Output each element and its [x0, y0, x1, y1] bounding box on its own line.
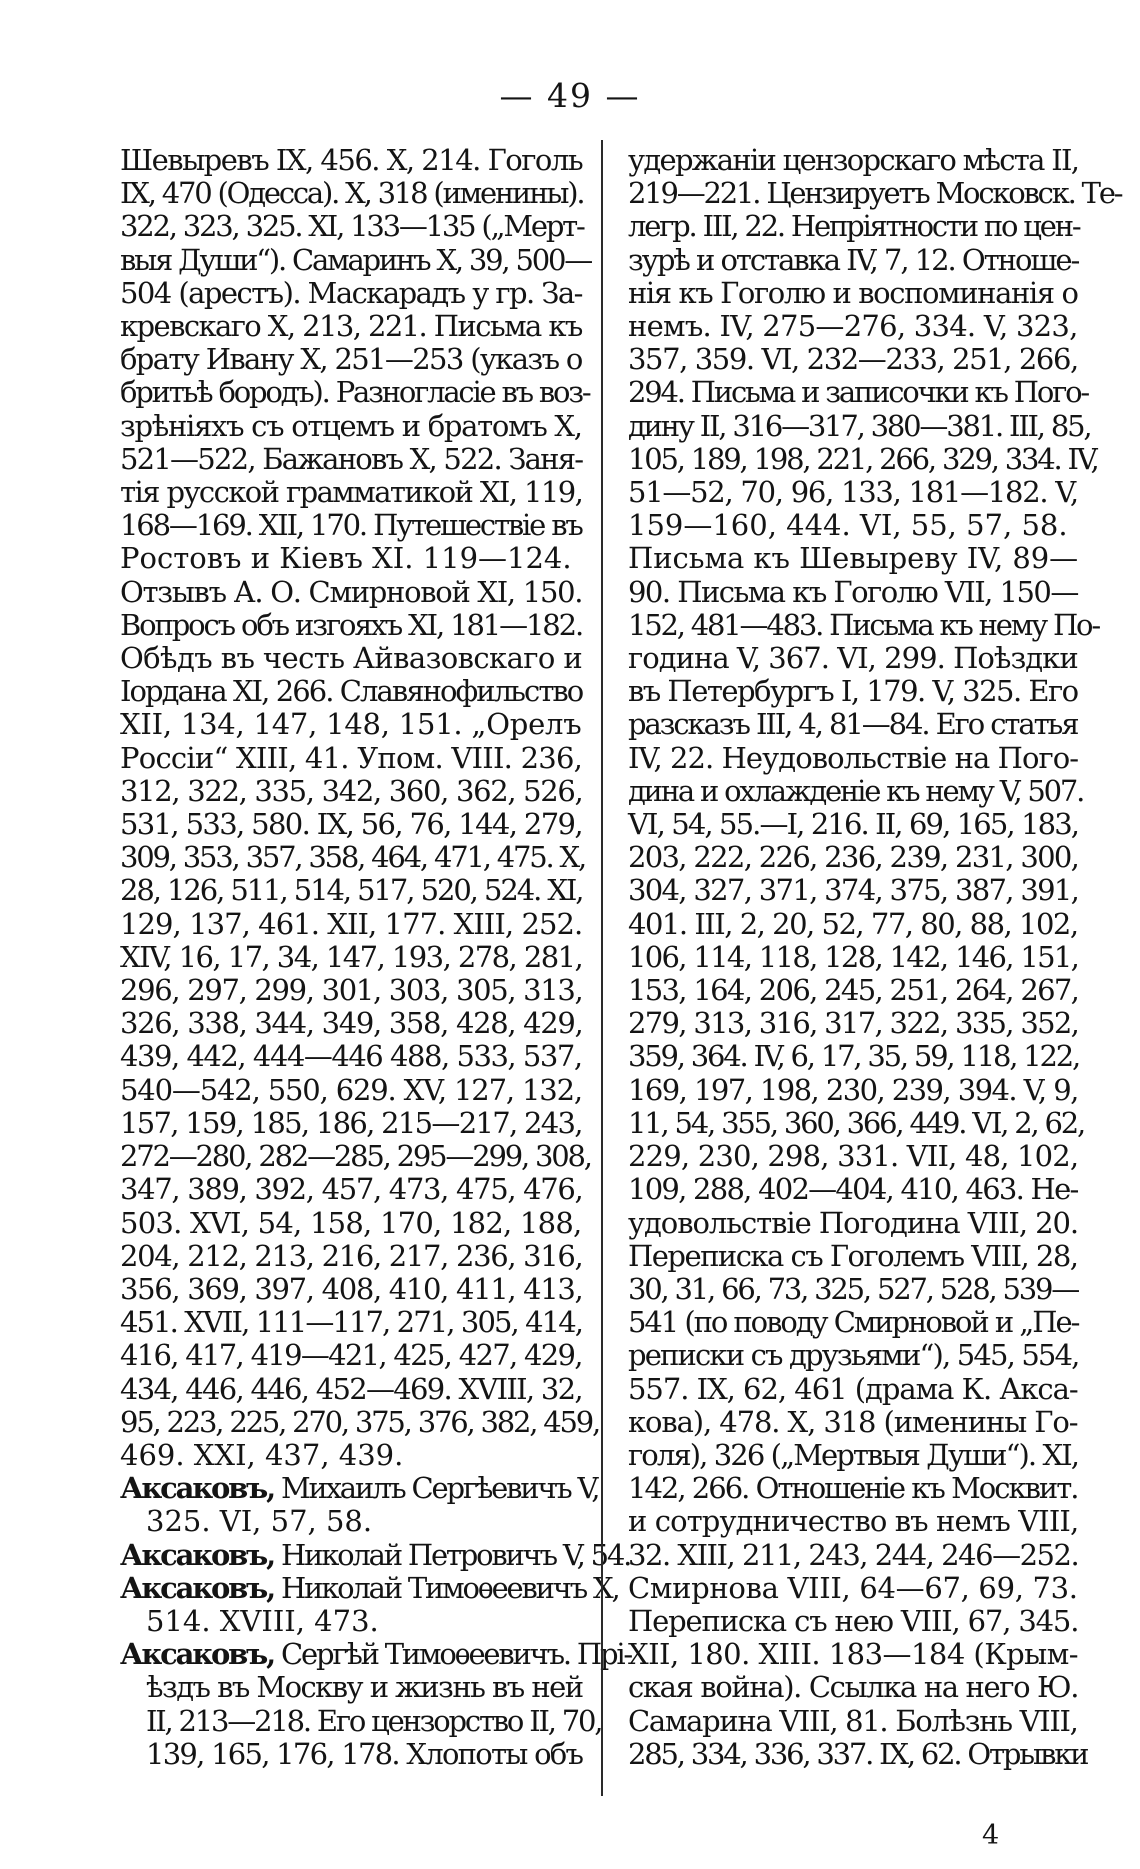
index-line: IX, 470 (Одесса). X, 318 (именины).: [120, 176, 584, 211]
index-line: 469. XXI, 437, 439.: [120, 1437, 404, 1472]
index-line: 540—542, 550, 629. XV, 127, 132,: [120, 1072, 582, 1107]
index-line: 434, 446, 446, 452—469. XVIII, 32,: [120, 1371, 582, 1406]
index-line: удовольствіе Погодина VIII, 20.: [628, 1205, 1079, 1240]
index-line: 142, 266. Отношеніе къ Москвит.: [628, 1471, 1078, 1506]
index-line: 139, 165, 176, 178. Хлопоты объ: [146, 1736, 583, 1771]
headword: Аксаковъ,: [120, 1471, 274, 1506]
index-line: 157, 159, 185, 186, 215—217, 243,: [120, 1105, 582, 1140]
index-line: 325. VI, 57, 58.: [146, 1504, 373, 1539]
index-line: 451. XVII, 111—117, 271, 305, 414,: [120, 1305, 583, 1340]
index-line: 229, 230, 298, 331. VII, 48, 102,: [628, 1139, 1079, 1174]
headword: Аксаковъ,: [120, 1570, 274, 1605]
index-line: 401. III, 2, 20, 52, 77, 80, 88, 102,: [628, 906, 1078, 941]
index-line: 152, 481—483. Письма къ нему По-: [628, 607, 1099, 642]
index-line: бритьѣ бородъ). Разногласіе въ воз-: [120, 375, 590, 410]
index-line: дину II, 316—317, 380—381. III, 85,: [628, 408, 1091, 443]
index-line: Аксаковъ, Николай Петровичъ V, 54.: [120, 1537, 631, 1572]
index-line: реписки съ друзьями“), 545, 554,: [628, 1338, 1079, 1373]
index-line: 312, 322, 335, 342, 360, 362, 526,: [120, 773, 583, 808]
headword: Аксаковъ,: [120, 1537, 274, 1572]
index-line: Аксаковъ, Михаилъ Сергѣевичъ V,: [120, 1471, 599, 1506]
index-line: година V, 367. VI, 299. Поѣздки: [628, 641, 1078, 676]
index-line: и сотрудничество въ немъ VIII,: [628, 1504, 1079, 1539]
index-line: Письма къ Шевыреву IV, 89—: [628, 541, 1079, 576]
index-line: XII, 180. XIII. 183—184 (Крым-: [628, 1637, 1079, 1672]
index-line: разсказъ III, 4, 81—84. Его статья: [628, 707, 1078, 742]
index-line: 105, 189, 198, 221, 266, 329, 334. IV,: [628, 441, 1098, 476]
index-line: 272—280, 282—285, 295—299, 308,: [120, 1139, 591, 1174]
signature-mark: 4: [982, 1820, 1000, 1851]
index-line: 322, 323, 325. XI, 133—135 („Мерт-: [120, 209, 584, 244]
index-line: 439, 442, 444—446 488, 533, 537,: [120, 1039, 582, 1074]
right-column: [628, 143, 1122, 1771]
index-line: 326, 338, 344, 349, 358, 428, 429,: [120, 1006, 583, 1041]
index-line: Переписка съ нею VIII, 67, 345.: [628, 1603, 1079, 1638]
index-line: 503. XVI, 54, 158, 170, 182, 188,: [120, 1205, 582, 1240]
index-line: голя), 326 („Мертвыя Души“). XI,: [628, 1437, 1079, 1472]
index-line: 109, 288, 402—404, 410, 463. Не-: [628, 1172, 1078, 1207]
index-line: Обѣдъ въ честь Айвазовскаго и: [120, 641, 583, 676]
index-line: кова), 478. X, 318 (именины Го-: [628, 1404, 1078, 1439]
index-line: дина и охлажденіе къ нему V, 507.: [628, 773, 1084, 808]
index-line: Переписка съ Гоголемъ VIII, 28,: [628, 1238, 1078, 1273]
index-line: 347, 389, 392, 457, 473, 475, 476,: [120, 1172, 583, 1207]
page-number: — 49 —: [499, 76, 641, 115]
index-line: XII, 134, 147, 148, 151. „Орелъ: [120, 707, 582, 742]
index-line: удержаніи цензорскаго мѣста II,: [628, 143, 1079, 177]
index-line: тія русской грамматикой XI, 119,: [120, 475, 583, 510]
index-line: IV, 22. Неудовольствіе на Пого-: [628, 740, 1079, 775]
index-line: 514. XVIII, 473.: [146, 1603, 379, 1638]
index-line: 203, 222, 226, 236, 239, 231, 300,: [628, 840, 1079, 875]
index-line: 416, 417, 419—421, 425, 427, 429,: [120, 1338, 582, 1373]
index-line: 168—169. XII, 170. Путешествіе въ: [120, 508, 582, 543]
index-line: 541 (по поводу Смирновой и „Пе-: [628, 1305, 1079, 1340]
index-line: 557. IX, 62, 461 (драма К. Акса-: [628, 1371, 1078, 1406]
index-line: Смирнова VIII, 64—67, 69, 73.: [628, 1570, 1078, 1605]
index-line: Вопросъ объ изгояхъ XI, 181—182.: [120, 607, 583, 642]
index-line: 359, 364. IV, 6, 17, 35, 59, 118, 122,: [628, 1039, 1080, 1074]
index-line: Аксаковъ, Николай Тимоѳеевичъ X,: [120, 1570, 619, 1605]
index-line: 153, 164, 206, 245, 251, 264, 267,: [628, 973, 1079, 1008]
index-line: Россіи“ XIII, 41. Упом. VIII. 236,: [120, 740, 583, 775]
index-line: въ Петербургъ I, 179. V, 325. Его: [628, 674, 1078, 709]
index-line: Іордана XI, 266. Славянофильство: [120, 674, 583, 709]
index-line: 357, 359. VI, 232—233, 251, 266,: [628, 342, 1078, 377]
index-line: нія къ Гоголю и воспоминанія о: [628, 275, 1078, 310]
index-line: 304, 327, 371, 374, 375, 387, 391,: [628, 873, 1079, 908]
index-line: Самарина VIII, 81. Болѣзнь VIII,: [628, 1703, 1078, 1738]
index-line: 32. XIII, 211, 243, 244, 246—252.: [628, 1537, 1079, 1572]
index-line: 204, 212, 213, 216, 217, 236, 316,: [120, 1238, 583, 1273]
index-line: Аксаковъ, Сергѣй Тимоѳеевичъ. Прі-: [120, 1637, 632, 1672]
index-line: брату Ивану X, 251—253 (указъ о: [120, 342, 582, 377]
index-line: 285, 334, 336, 337. IX, 62. Отрывки: [628, 1736, 1088, 1771]
index-line: немъ. IV, 275—276, 334. V, 323,: [628, 309, 1078, 344]
index-line: Шевыревъ IX, 456. X, 214. Гоголь: [120, 143, 583, 177]
index-line: VI, 54, 55.—I, 216. II, 69, 165, 183,: [628, 807, 1079, 842]
index-line: 159—160, 444. VI, 55, 57, 58.: [628, 508, 1068, 543]
index-line: 279, 313, 316, 317, 322, 335, 352,: [628, 1006, 1079, 1041]
column-divider: [601, 140, 603, 1796]
left-column: [120, 143, 632, 1771]
index-line: 294. Письма и записочки къ Пого-: [628, 375, 1088, 410]
index-line: ѣздъ въ Москву и жизнь въ ней: [146, 1670, 583, 1705]
index-line: 129, 137, 461. XII, 177. XIII, 252.: [120, 906, 583, 941]
index-line: 296, 297, 299, 301, 303, 305, 313,: [120, 973, 583, 1008]
headword: Аксаковъ,: [120, 1637, 274, 1672]
index-line: II, 213—218. Его цензорство II, 70,: [146, 1703, 602, 1738]
index-line: кревскаго X, 213, 221. Письма къ: [120, 309, 582, 344]
index-line: 51—52, 70, 96, 133, 181—182. V,: [628, 475, 1078, 510]
index-line: 95, 223, 225, 270, 375, 376, 382, 459,: [120, 1404, 600, 1439]
index-line: 30, 31, 66, 73, 325, 527, 528, 539—: [628, 1271, 1079, 1306]
index-line: 521—522, Бажановъ X, 522. Заня-: [120, 441, 583, 476]
index-line: зурѣ и отставка IV, 7, 12. Отноше-: [628, 242, 1079, 277]
index-line: легр. III, 22. Непріятности по цен-: [628, 209, 1080, 244]
index-line: ская война). Ссылка на него Ю.: [628, 1670, 1079, 1705]
index-line: XIV, 16, 17, 34, 147, 193, 278, 281,: [120, 939, 583, 974]
index-line: 169, 197, 198, 230, 239, 394. V, 9,: [628, 1072, 1078, 1107]
index-line: 28, 126, 511, 514, 517, 520, 524. XI,: [120, 873, 583, 908]
index-line: 356, 369, 397, 408, 410, 411, 413,: [120, 1271, 583, 1306]
index-line: зрѣніяхъ съ отцемъ и братомъ X,: [120, 408, 582, 443]
index-line: 531, 533, 580. IX, 56, 76, 144, 279,: [120, 807, 582, 842]
index-line: 11, 54, 355, 360, 366, 449. VI, 2, 62,: [628, 1105, 1085, 1140]
index-line: выя Души“). Самаринъ X, 39, 500—: [120, 242, 592, 277]
index-line: 309, 353, 357, 358, 464, 471, 475. X,: [120, 840, 585, 875]
index-line: 504 (арестъ). Маскарадъ у гр. За-: [120, 275, 582, 310]
index-line: Ростовъ и Кіевъ XI. 119—124.: [120, 541, 572, 576]
index-line: 219—221. Цензируетъ Московск. Те-: [628, 176, 1122, 211]
index-line: Отзывъ А. О. Смирновой XI, 150.: [120, 574, 583, 609]
index-line: 106, 114, 118, 128, 142, 146, 151,: [628, 939, 1079, 974]
index-line: 90. Письма къ Гоголю VII, 150—: [628, 574, 1078, 609]
